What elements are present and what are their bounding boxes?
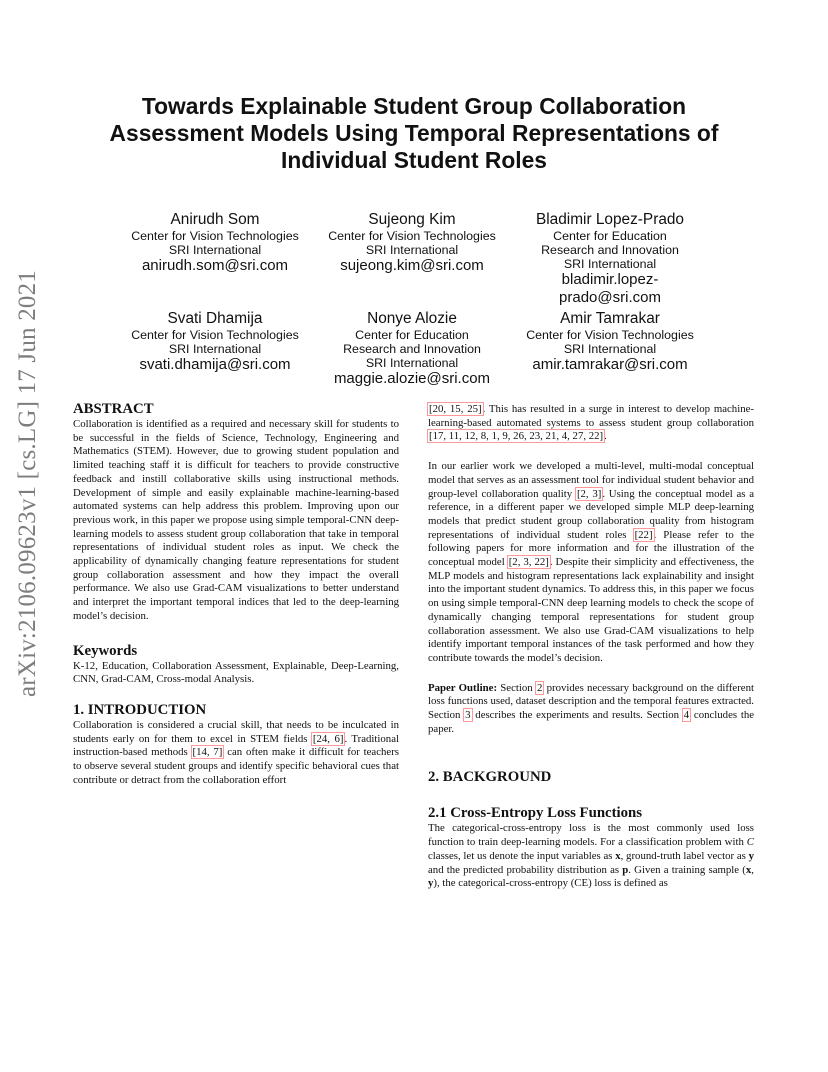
author-email: svati.dhamija@sri.com (139, 356, 291, 373)
section-ref-link[interactable]: 2 (536, 681, 543, 694)
paper-outline-lead: Paper Outline: (428, 681, 498, 694)
author-affiliation: Center for Education (553, 229, 667, 243)
author-email: maggie.alozie@sri.com (333, 370, 491, 387)
author-organization: SRI International (563, 342, 657, 356)
author-block (314, 210, 510, 275)
introduction-continued: [20, 15, 25]. This has resulted in a surge in interest to develop machine-learning-based automated systems to assess student group collaboration [17, 11, 12, 8, 1, 9, 26, 23, 21, 4, 27, 22]. (428, 403, 754, 443)
author-affiliation: Center for Vision Technologies (131, 229, 299, 243)
citation-link[interactable]: [14, 7] (192, 746, 223, 759)
author-block (117, 210, 313, 275)
paper-outline-text: Paper Outline: Section 2 provides necessary background on the different loss functions used, dataset description and the temporal features extracted. Section 3 describes the experiments and results. Section 4 concludes the paper. (428, 681, 755, 735)
keywords-heading: Keywords (73, 642, 138, 659)
author-email: anirudh.som@sri.com (141, 257, 289, 274)
author-name: Bladimir Lopez-Prado (536, 211, 684, 228)
author-affiliation-line2: Research and Innovation (343, 342, 481, 356)
author-block (117, 309, 313, 374)
author-affiliation: Center for Vision Technologies (328, 229, 496, 243)
abstract-text: Collaboration is identified as a required and necessary skill for students to be successful in the fields of Science, Technology, Engineering and Mathematics (STEM). However, due to growing student population and limited teaching staff it is difficult for teachers to provide constructive feedback and instill collaborative skills using instructional methods. Development of simple and easily explainable machine-learning-based automated systems can help address this problem. Improving upon our previous work, in this paper we propose using simple temporal-CNN deep-learning models to assess student group collaboration that take in temporal representations of individual student roles as input. We check the applicability of dynamically changing feature representations for student group collaboration assessment and how they impact the overall performance. We also use Grad-CAM visualizations to better understand and interpret the important temporal indices that led to the deep-learning model’s decision. (73, 418, 399, 622)
author-affiliation: Center for Vision Technologies (526, 328, 694, 342)
introduction-text: Collaboration is considered a crucial skill, that needs to be inculcated in students early on for them to excel in STEM fields [24, 6]. Traditional instruction-based methods [14, 7] can often make it difficult for teachers to observe several student groups and identify specific behavioral cues that contribute or detract from the collaboration effort (73, 718, 399, 786)
author-block (314, 309, 510, 388)
author-email: amir.tamrakar@sri.com (532, 356, 688, 373)
citation-link[interactable]: [2, 3, 22] (508, 556, 549, 569)
author-block (512, 309, 708, 374)
arxiv-identifier: arXiv:2106.09623v1 [cs.LG] 17 Jun 2021 (14, 270, 41, 697)
author-affiliation: Center for Education (355, 328, 469, 342)
introduction-heading: 1. INTRODUCTION (73, 701, 207, 718)
section-ref-link[interactable]: 3 (465, 709, 471, 722)
author-block (512, 210, 708, 307)
keywords-text: K-12, Education, Collaboration Assessment, Explainable, Deep-Learning, CNN, Grad-CAM, Cross-modal Analysis. (73, 659, 399, 686)
cross-entropy-subheading: 2.1 Cross-Entropy Loss Functions (428, 805, 643, 822)
author-organization: SRI International (563, 257, 657, 271)
cross-entropy-text: The categorical-cross-entropy loss is the most commonly used loss function to train deep-learning models. For a classification problem with C classes, let us denote the input variables as x, ground-truth label vector as y and the predicted probability distribution as p. Given a training sample (x, y), the categorical-cross-entropy (CE) loss is defined as (428, 822, 754, 890)
author-name: Nonye Alozie (367, 310, 457, 327)
author-organization: SRI International (365, 356, 459, 370)
author-organization: SRI International (168, 243, 262, 257)
author-email: bladimir.lopez- (561, 271, 659, 288)
earlier-work-text: In our earlier work we developed a multi-level, multi-modal conceptual model that serves as an assessment tool for individual student behavior and group-level collaboration quality [2, 3]. Using the conceptual model as a reference, in a different paper we developed simple MLP deep-learning models that predict student group collaboration quality from histogram representations of individual student roles [22]. Please refer to the following papers for more information and for the illustration of the conceptual model [2, 3, 22]. Despite their simplicity and effectiveness, the MLP models and histogram representations lack explainability and insight into the important student dynamics. To address this, in this paper we focus on using simple temporal-CNN deep learning models to check the scope of dynamically changing temporal representations for student group collaboration assessment. We also use Grad-CAM visualizations to help identify important temporal instances of the task performed and how they contribute towards the model’s decision. (428, 460, 755, 664)
citation-link[interactable]: [20, 15, 25] (429, 403, 482, 415)
citation-link[interactable]: [22] (634, 528, 653, 541)
citation-link[interactable]: [2, 3] (576, 487, 602, 500)
author-name: Svati Dhamija (167, 310, 263, 327)
author-organization: SRI International (365, 243, 459, 257)
right-column (428, 403, 754, 891)
background-heading: 2. BACKGROUND (428, 769, 552, 786)
left-column (73, 400, 399, 787)
author-name: Amir Tamrakar (560, 310, 660, 327)
paper-title: Towards Explainable Student Group Collaboration Assessment Models Using Temporal Representations of Individual Student Roles (109, 93, 719, 173)
author-affiliation-line2: Research and Innovation (541, 243, 679, 257)
abstract-heading: ABSTRACT (73, 401, 154, 417)
citation-link[interactable]: [24, 6] (312, 732, 344, 745)
author-name: Anirudh Som (170, 211, 260, 228)
citation-link[interactable]: [17, 11, 12, 8, 1, 9, 26, 23, 21, 4, 27, 22] (429, 430, 604, 443)
author-affiliation: Center for Vision Technologies (131, 328, 299, 342)
author-organization: SRI International (168, 342, 262, 356)
author-email-line2: prado@sri.com (559, 289, 661, 306)
author-name: Sujeong Kim (368, 211, 456, 228)
author-email: sujeong.kim@sri.com (340, 257, 484, 274)
section-ref-link[interactable]: 4 (683, 709, 690, 722)
